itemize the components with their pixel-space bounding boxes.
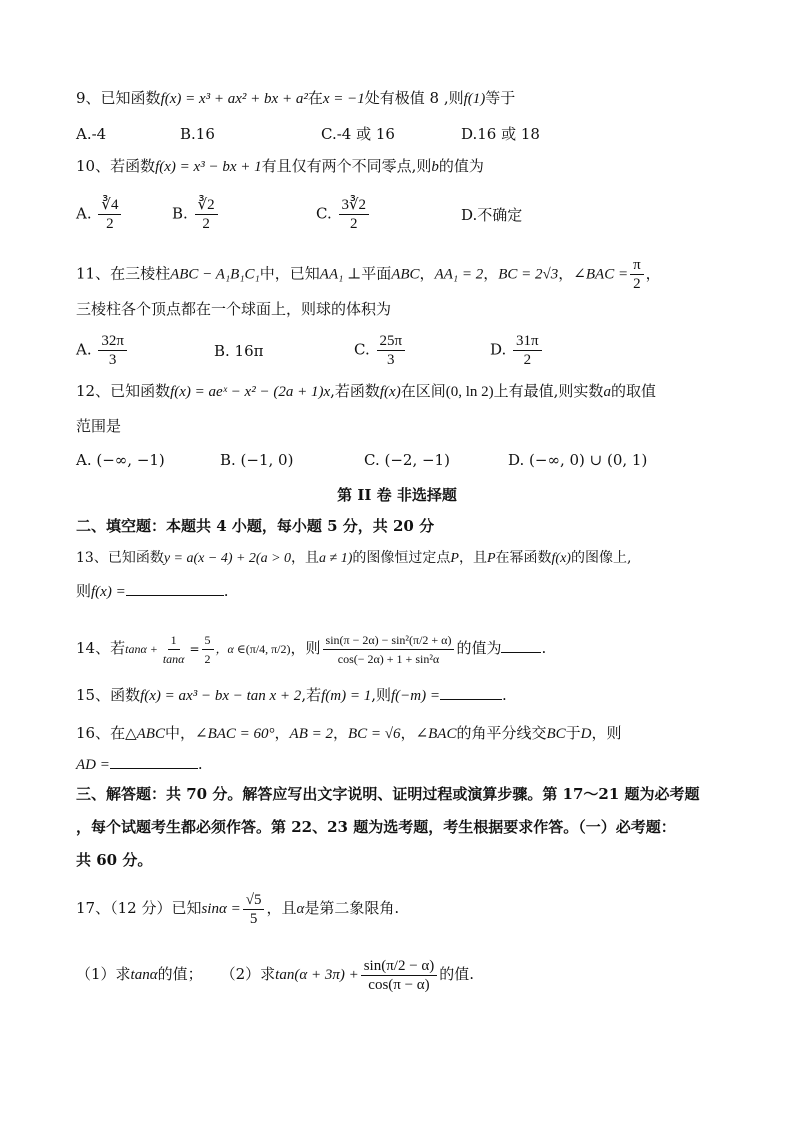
q10-option-c-den: 2 [350,216,358,232]
q11-cond3: ∠BAC = [573,266,629,283]
q9-option-a: A.-4 [76,125,107,143]
q10-option-b-fraction [195,196,218,233]
q16-triangle: △ABC [125,726,165,742]
q12-fx: f(x) [379,384,401,400]
q9-option-b: B.16 [180,125,215,143]
q16-line2: AD = . [76,755,203,773]
q11-option-c-fraction [377,332,406,369]
q15-end: . [501,686,507,704]
q15-stem-b: ,若 [301,686,322,704]
question-17 [76,888,399,929]
q14-stem-b: ，则 [290,639,321,657]
q12-option-a: A. (−∞, −1) [76,451,165,469]
q14-frac1 [160,631,188,668]
question-13 [76,548,631,569]
q17-part2-expr: tan(α + 3π) + [275,967,359,983]
q12-option-b: B. (−1, 0) [220,451,294,469]
q15-answer-blank[interactable] [440,685,502,700]
q11-cond3-num: π [630,256,644,275]
q11-cond2: BC = 2√3 [498,266,559,283]
q11-cond3-fraction [630,256,644,293]
q12-option-d: D. (−∞, 0) ∪ (0, 1) [508,451,648,469]
q9-formula: f(x) = x³ + ax² + bx + a² [160,91,308,107]
q10-stem-a: 若函数 [110,157,156,175]
q14-tan: tanα + [125,642,158,656]
q11-stem-c: 平面 [361,264,392,283]
q13-stem-f: 的图像上, [570,550,632,566]
q14-frac2-num: 5 [202,631,214,650]
q11-cond1: AA₁ = 2 [434,266,484,283]
q13-stem-d: ，且 [458,550,487,566]
q17-part2-fraction [361,957,438,994]
q13-stem-a: 已知函数 [107,550,164,566]
q17-fraction [243,891,265,928]
fill-in-header: 二、填空题：本题共 4 小题，每小题 5 分，共 20 分 [76,517,435,535]
q11-line2: 三棱柱各个顶点都在一个球面上，则球的体积为 [76,300,392,318]
q16-cond3: BC = √6 [348,726,401,742]
q11-stem-b: 中，已知 [259,264,320,283]
q11-perp: AA₁ ⊥ [319,266,362,283]
q11-option-a-fraction [98,332,127,369]
q11-option-c-num: 25π [377,332,406,351]
q12-stem-d: 上有最值,则实数 [493,382,604,400]
q17-stem-b: 是第二象限角. [304,899,400,917]
q13-formula: y = a(x − 4) + 2(a > 0 [163,551,292,566]
q10-number: 10、 [76,157,111,175]
q9-option-d: D.16 或 18 [461,125,540,143]
q10-option-a-den: 2 [106,216,114,232]
q17-sin: sinα = [201,901,241,917]
q16-stem-a: 在 [110,724,126,742]
question-11: 11、在三棱柱ABC − A₁B₁C₁中，已知AA₁ ⊥平面ABC，AA₁ = 2，BC = 2√3，∠BAC = $\frac{\pi}{2}$ ， [76,257,661,292]
q13-point-p: P [450,551,459,566]
q9-stem: 已知函数 [100,89,161,107]
q15-formula: f(x) = ax³ − bx − tan x + 2 [140,688,302,704]
q14-frac2-den: 2 [204,651,211,666]
q10-option-a-label: A. [76,204,92,223]
q11-option-a [76,332,129,369]
q15-target: f(−m) = [391,688,440,704]
q15-number: 15、 [76,686,111,704]
q17-part2-den: cos(π − α) [368,976,430,993]
q9-stem-b: 在 [307,89,323,107]
q16-cond1: ∠BAC = 60° [195,726,275,742]
solve-header-line1: 三、解答题：共 70 分。解答应写出文字说明、证明过程或演算步骤。第 17～21 题为必考题 [76,785,700,803]
q11-option-d-label: D. [490,340,507,359]
q12-var: a [603,384,611,400]
question-15 [76,685,507,706]
q13-fx: f(x) [551,551,571,566]
q10-option-c-num: 3∛2 [339,196,370,215]
q10-option-a [76,196,123,233]
q16-bc: BC [546,726,566,742]
q12-line2: 范围是 [76,417,122,435]
q16-answer-label: AD = [76,757,110,773]
q9-stem-d: 等于 [485,89,516,107]
q12-formula: f(x) = aeˣ − x² − (2a + 1)x [170,384,331,400]
q13-line2-end: . [223,582,229,600]
q12-number: 12、 [76,382,111,400]
q16-cond4: ∠BAC [415,726,457,742]
q15-stem-c: ,则 [371,686,391,704]
q13-stem-e: 在幂函数 [495,550,552,566]
q10-formula: f(x) = x³ − bx + 1 [155,159,262,175]
q11-cond3-den: 2 [633,276,641,292]
q10-option-c [316,196,371,233]
q15-stem-a: 函数 [110,686,141,704]
q11-option-b: B. 16π [214,342,264,360]
q13-stem-c: 的图像恒过定点 [352,550,451,566]
q10-option-b-label: B. [172,204,188,223]
q16-stem-d: 于 [565,724,581,742]
q17-den: 5 [249,910,258,927]
q17-alpha: α [296,901,305,917]
q14-frac1-den: tanα [162,651,185,666]
q11-option-a-num: 32π [98,332,127,351]
q15-cond: f(m) = 1 [321,688,372,704]
q13-cond: a ≠ 1) [319,551,353,566]
q11-number: 11、 [76,264,111,283]
q17-stem-a: ，且 [266,899,297,917]
q11-option-d-fraction [513,332,542,369]
section-2-title: 第 II 卷 非选择题 [337,486,457,504]
q16-point-d: D [580,726,592,742]
q14-big-den: cos(− 2α) + 1 + sin²α [337,651,440,666]
q10-option-a-fraction [98,196,121,233]
q17-parts [76,950,474,999]
q14-big-num: sin(π − 2α) − sin²(π/2 + α) [323,631,455,650]
q11-prism: ABC − A₁B₁C₁ [170,266,260,283]
q10-stem-b: 有且仅有两个不同零点,则 [261,157,432,175]
q10-option-d: D.不确定 [461,206,523,224]
q13-answer-blank[interactable] [126,581,224,596]
q9-stem-c: 处有极值 8 ,则 [364,89,464,107]
q16-stem-b: 中， [164,724,195,742]
q13-line2 [76,581,228,602]
q12-stem-e: 的取值 [610,382,656,400]
q17-part1-prefix: （1）求 [76,965,131,983]
q10-stem-c: 的值为 [438,157,484,175]
q11-option-c-den: 3 [387,352,395,368]
q10-option-a-num: ∛4 [98,196,121,215]
q14-number: 14、 [76,639,111,657]
q11-option-a-den: 3 [108,352,117,368]
q17-part2-prefix: （2）求 [220,965,276,983]
q9-number: 9、 [76,89,101,107]
q14-alpha-in: ，α ∈ [215,642,246,656]
q9-condition: x = −1 [322,91,365,107]
q12-interval: (0, ln 2) [445,384,494,400]
q16-answer-blank[interactable] [110,754,198,769]
q11-option-a-label: A. [76,340,92,359]
q17-score: （12 分）已知 [110,899,202,917]
q12-option-c: C. (−2, −1) [364,451,450,469]
q11-option-d [490,332,544,369]
q14-stem-c: 的值为 [456,639,502,657]
q13-answer-label: f(x) = [91,584,126,600]
q16-number: 16、 [76,724,111,742]
q11-plane: ABC [391,266,420,283]
q16-cond2: AB = 2 [289,726,333,742]
question-12 [76,381,656,402]
q16-stem-c: 的角平分线交 [456,724,547,742]
q13-stem-b: ，且 [291,550,320,566]
solve-header-line3: 共 60 分。 [76,851,153,869]
q17-part1-suffix: 的值； [157,965,203,983]
q17-part1-tan: tanα [130,967,158,983]
q14-stem-a: 若 [110,639,126,657]
q14-range: (π/4, π/2) [245,642,291,656]
q14-big-fraction [323,631,455,668]
solve-header-line2: ，每个试题考生都必须作答。第 22、23 题为选考题，考生根据要求作答。（一）必考题： [76,818,676,836]
q10-option-c-label: C. [316,204,332,223]
q14-end: . [541,639,547,657]
q17-num: √5 [243,891,265,910]
q13-line2-prefix: 则 [76,582,92,600]
q14-answer-blank[interactable] [501,638,541,653]
question-9 [76,88,515,109]
q10-option-b-num: ∛2 [195,196,218,215]
question-10 [76,156,484,177]
q11-option-d-den: 2 [523,352,532,368]
q13-number: 13、 [76,550,108,566]
q11-option-c-label: C. [354,340,370,359]
q16-stem-e: ，则 [591,724,622,742]
q13-point-p-2: P [486,551,496,566]
q14-frac1-num: 1 [168,631,180,650]
q10-option-b-den: 2 [202,216,210,232]
q12-stem-c: 在区间 [400,382,446,400]
q9-target: f(1) [463,91,486,107]
q10-option-b [172,196,220,233]
q17-part2-suffix: 的值. [439,965,475,983]
q10-option-c-fraction [339,196,370,233]
q9-option-c: C.-4 或 16 [321,125,395,143]
q10-var: b [431,159,439,175]
q14-frac2 [202,631,214,668]
question-16: 16、在△ABC中，∠BAC = 60°，AB = 2，BC = √6，∠BAC的角平分线交BC于D，则 [76,724,622,742]
q12-stem-b: ,若函数 [330,382,380,400]
q14-eq: = [189,642,200,656]
q11-option-c [354,332,407,369]
q12-stem-a: 已知函数 [110,382,171,400]
q17-number: 17、 [76,899,111,917]
q17-part2-num: sin(π/2 − α) [361,957,438,976]
question-14 [76,628,546,669]
q11-option-d-num: 31π [513,332,542,351]
q11-stem-a: 在三棱柱 [110,264,171,283]
